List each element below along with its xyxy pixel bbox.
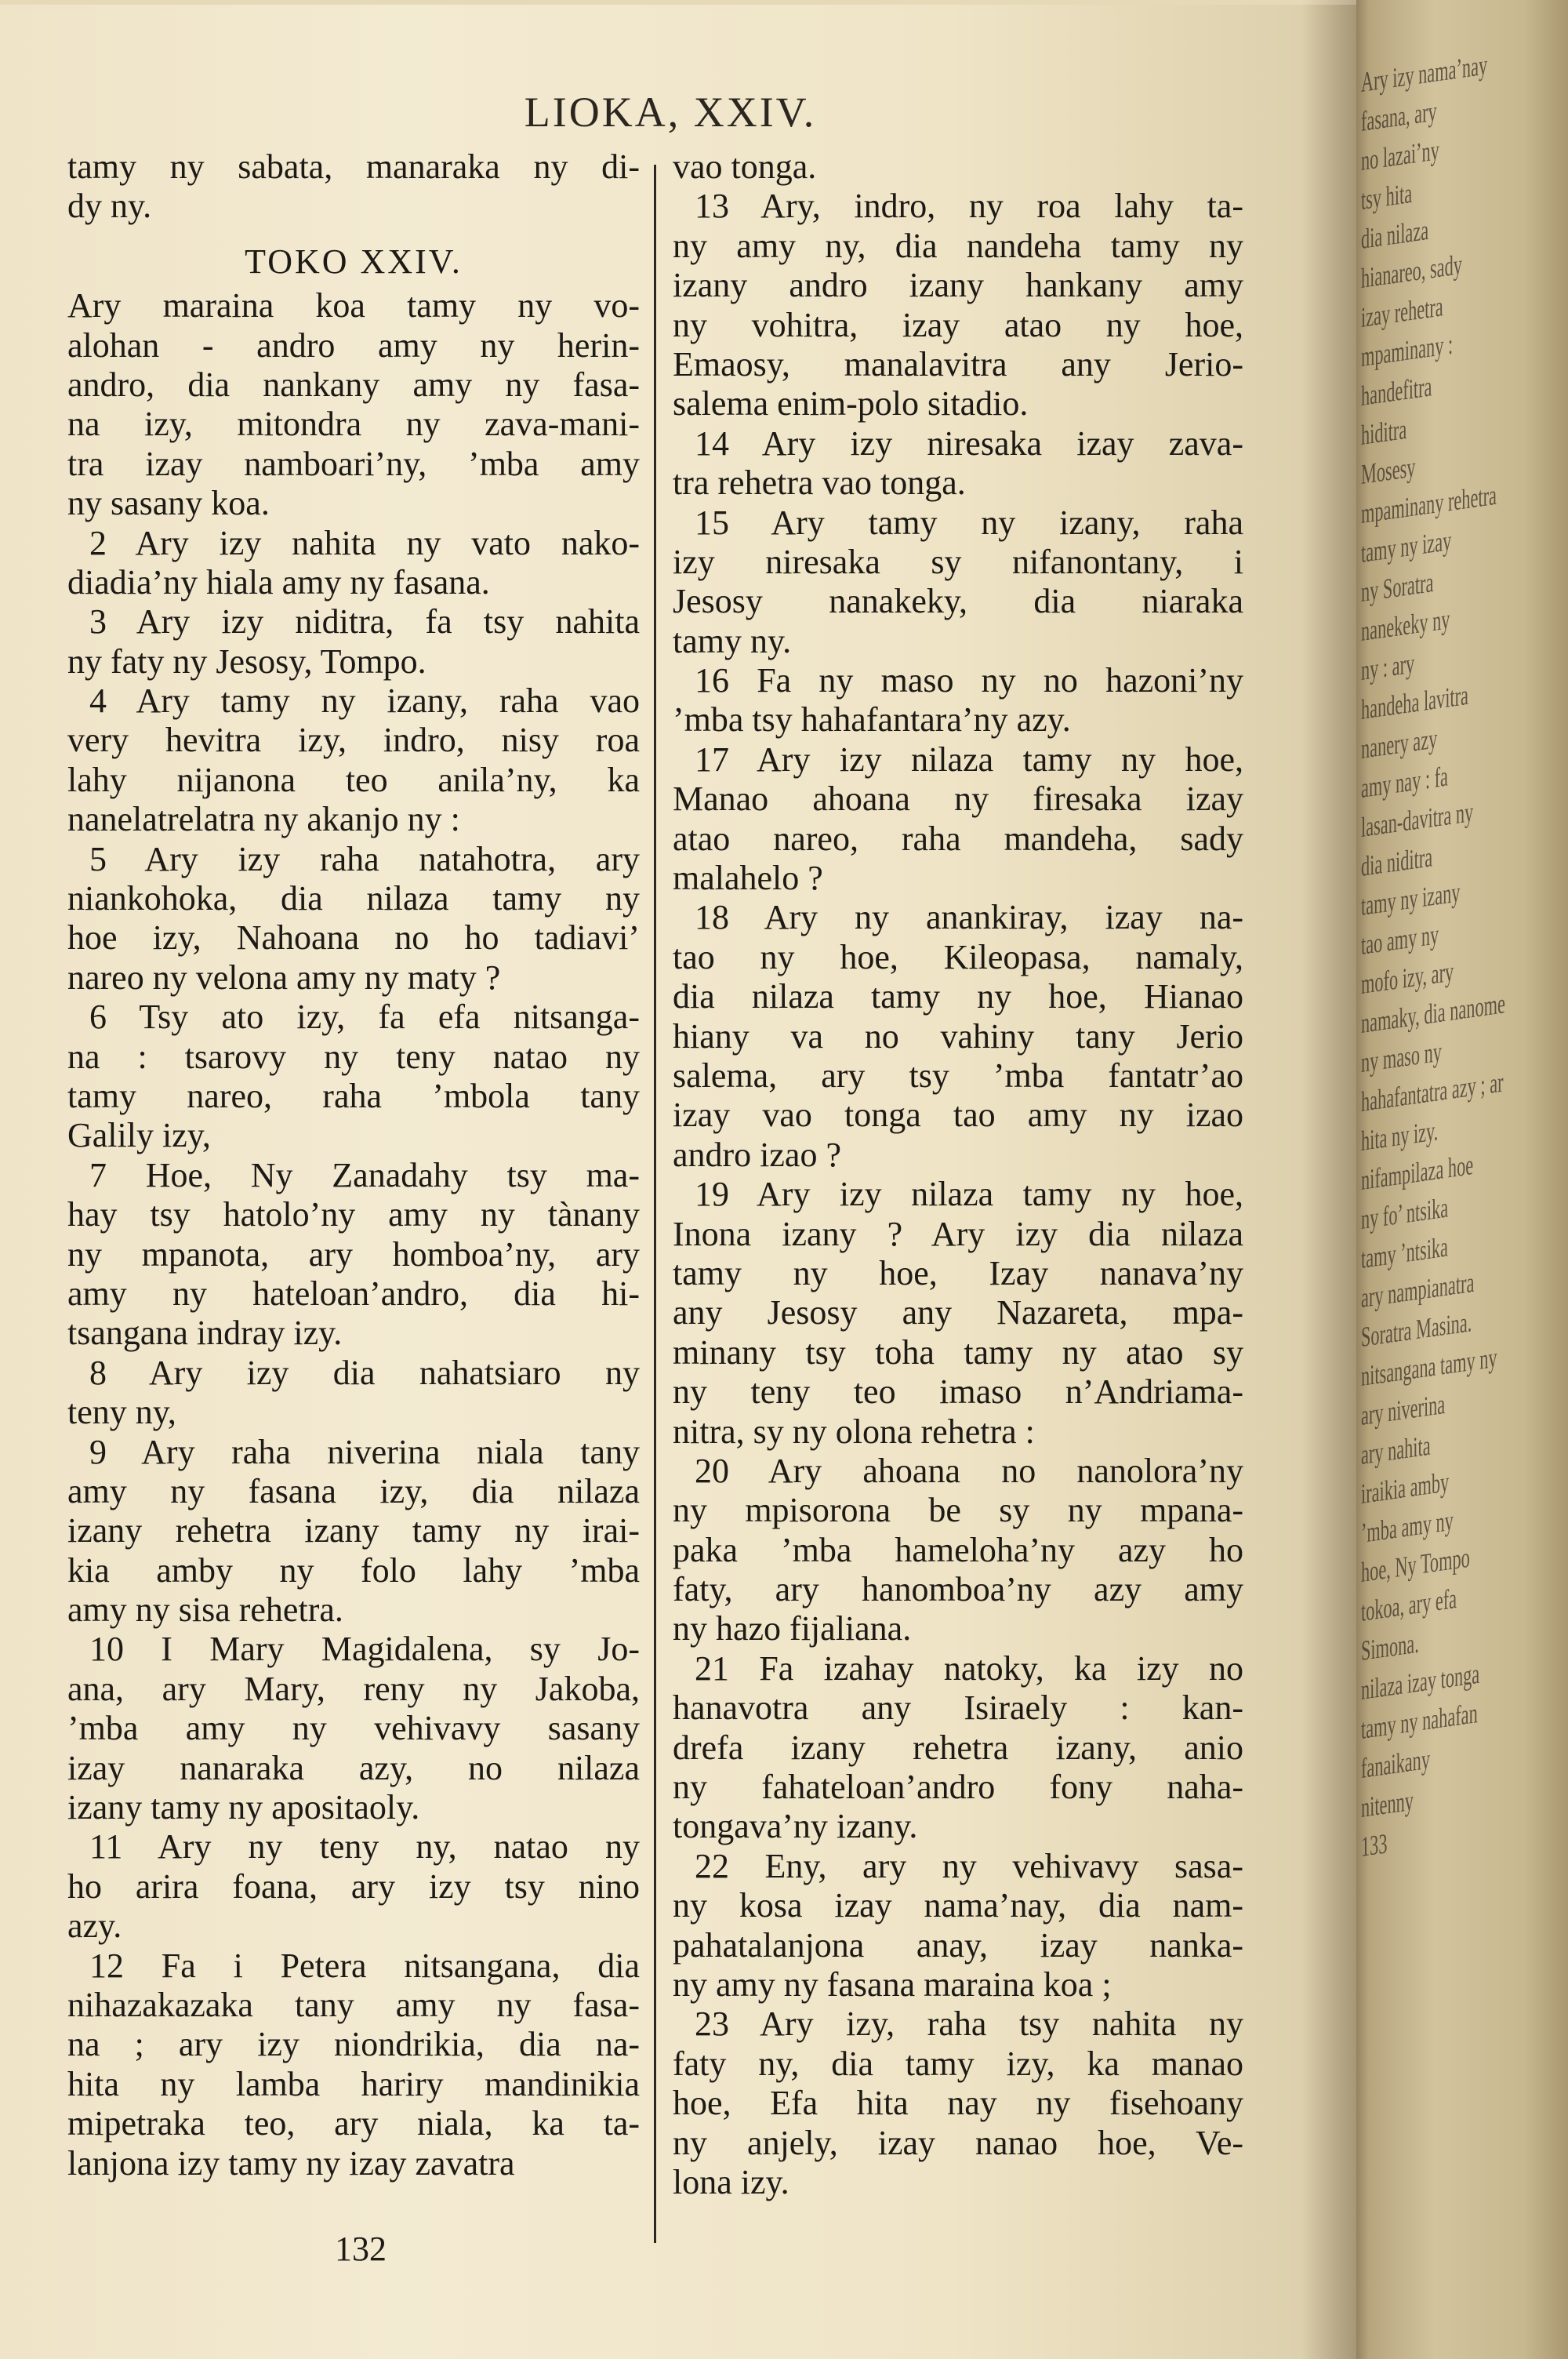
text-line: 12 Fa i Petera nitsangana, dia <box>89 1946 640 1985</box>
text-line: kia amby ny folo lahy ’mba <box>67 1550 640 1590</box>
next-page-line: iraikia amby <box>1361 1466 1450 1510</box>
text-line: tamy ny hoe, Izay nanava’ny <box>673 1253 1243 1292</box>
text-line: Galily izy, <box>67 1116 211 1155</box>
text-line: mipetraka teo, ary niala, ka ta- <box>67 2104 640 2143</box>
next-page <box>1347 0 1568 2359</box>
text-line: pahatalanjona anay, izay nanka- <box>673 1925 1243 1965</box>
running-head: LIOKA, XXIV. <box>524 89 817 136</box>
text-line: niankohoka, dia nilaza tamy ny <box>67 879 640 918</box>
page-edge <box>0 0 1356 5</box>
text-line: tamy ny sabata, manaraka ny di- <box>67 147 640 186</box>
text-line: 3 Ary izy niditra, fa tsy nahita <box>89 602 640 642</box>
text-line: ho arira foana, ary izy tsy nino <box>67 1866 640 1906</box>
text-line: hay tsy hatolo’ny amy ny tànany <box>67 1195 640 1234</box>
next-page-line: lasan-davitra ny <box>1361 795 1474 843</box>
text-line: dy ny. <box>67 187 152 226</box>
text-line: andro, dia nankany amy ny fasa- <box>67 365 640 404</box>
text-line: salema, ary tsy ’mba fantatr’ao <box>673 1056 1243 1095</box>
next-page-line: tamy ny izany <box>1361 876 1461 921</box>
text-line: na izy, mitondra ny zava-mani- <box>67 405 640 444</box>
text-line: hanavotra any Isiraely : kan- <box>673 1688 1243 1728</box>
next-page-line: dia nilaza <box>1361 213 1429 255</box>
next-page-line: ary nahita <box>1361 1429 1431 1470</box>
text-line: malahelo ? <box>673 859 823 898</box>
text-line: 6 Tsy ato izy, fa efa nitsanga- <box>89 998 640 1037</box>
text-line: 11 Ary ny teny ny, natao ny <box>89 1827 640 1866</box>
text-line: na ; ary izy niondrikia, dia na- <box>67 2025 640 2064</box>
text-line: 9 Ary raha niverina niala tany <box>89 1432 640 1471</box>
text-line: tongava’ny izany. <box>673 1807 918 1846</box>
text-line: hiany va no vahiny tany Jerio <box>673 1016 1243 1056</box>
text-line: izy niresaka sy nifanontany, i <box>673 542 1243 581</box>
text-line: Manao ahoana ny firesaka izay <box>673 780 1243 819</box>
text-line: izany rehetra izany tamy ny irai- <box>67 1511 640 1550</box>
left-column <box>67 147 640 2183</box>
text-line: paka ’mba hameloha’ny azy ho <box>673 1530 1243 1569</box>
next-page-line: nitenny <box>1361 1784 1414 1823</box>
text-line: 13 Ary, indro, ny roa lahy ta- <box>695 187 1243 226</box>
next-page-line: tamy ny nahafan <box>1361 1697 1478 1745</box>
next-page-line: ny fo’ ntsika <box>1361 1191 1449 1235</box>
text-line: 5 Ary izy raha natahotra, ary <box>89 839 640 878</box>
text-line: tra izay namboari’ny, ’mba amy <box>67 444 640 483</box>
text-line: faty ny, dia tamy izy, ka manao <box>673 2044 1243 2083</box>
next-page-line: tokoa, ary efa <box>1361 1582 1457 1627</box>
text-line: amy ny hateloan’andro, dia hi- <box>67 1274 640 1313</box>
text-line: tsangana indray izy. <box>67 1314 343 1353</box>
next-page-line: ny : ary <box>1361 647 1415 686</box>
next-page-line: tsy hita <box>1361 176 1413 216</box>
next-page-line: handeha lavitra <box>1361 678 1468 725</box>
next-page-line: Soratra Masina. <box>1361 1306 1472 1353</box>
next-page-line: namaky, dia nanome <box>1361 987 1505 1039</box>
text-line: ny amy ny fasana maraina koa ; <box>673 1965 1112 2004</box>
text-line: ny fahateloan’andro fony naha- <box>673 1768 1243 1807</box>
text-line: ny faty ny Jesosy, Tompo. <box>67 642 426 681</box>
next-page-line: izay rehetra <box>1361 290 1443 333</box>
text-line: salema enim-polo sitadio. <box>673 384 1029 423</box>
text-line: Inona izany ? Ary izy dia nilaza <box>673 1214 1243 1253</box>
text-line: nihazakazaka tany amy ny fasa- <box>67 1985 640 2024</box>
text-line: alohan - andro amy ny herin- <box>67 325 640 365</box>
text-line: 14 Ary izy niresaka izay zava- <box>695 423 1243 463</box>
text-line: dia nilaza tamy ny hoe, Hianao <box>673 977 1243 1016</box>
text-line: 20 Ary ahoana no nanolora’ny <box>695 1451 1243 1490</box>
text-line: andro izao ? <box>673 1135 841 1174</box>
next-page-line: Mosesy <box>1361 451 1416 490</box>
text-line: izany tamy ny apositaoly. <box>67 1788 420 1827</box>
next-page-line: amy nay : fa <box>1361 760 1448 804</box>
text-line: vao tonga. <box>673 147 817 186</box>
next-page-line: dia niditra <box>1361 841 1433 882</box>
text-line: 21 Fa izahay natoky, ka izy no <box>695 1648 1243 1688</box>
next-page-line: tao amy ny <box>1361 918 1439 961</box>
text-line: hoe, Efa hita nay ny fisehoany <box>673 2084 1243 2123</box>
next-page-line: ary niverina <box>1361 1387 1446 1431</box>
text-line: amy ny sisa rehetra. <box>67 1590 343 1630</box>
text-line: 4 Ary tamy ny izany, raha vao <box>89 682 640 721</box>
text-line: Jesosy nanakeky, dia niaraka <box>673 582 1243 621</box>
text-line: ny teny teo imaso n’Andriama- <box>673 1372 1243 1412</box>
text-line: izay nanaraka azy, no nilaza <box>67 1748 640 1787</box>
next-page-line: mofo izy, ary <box>1361 955 1454 1000</box>
next-page-line: mpaminany : <box>1361 328 1454 373</box>
next-page-line: nanekeky ny <box>1361 603 1450 647</box>
next-page-line: Ary izy nama’nay <box>1361 49 1488 98</box>
next-page-line: 133 <box>1361 1827 1388 1863</box>
text-line: ’mba tsy hahafantara’ny azy. <box>673 700 1071 740</box>
next-page-line: fasana, ary <box>1361 95 1437 137</box>
next-page-line: nanery azy <box>1361 722 1438 765</box>
text-line: 15 Ary tamy ny izany, raha <box>695 503 1243 542</box>
next-page-line: ary nampianatra <box>1361 1266 1475 1314</box>
text-line: ny kosa izay nama’nay, dia nam- <box>673 1886 1243 1925</box>
text-line: 19 Ary izy nilaza tamy ny hoe, <box>695 1175 1243 1214</box>
text-line: ny mpisorona be sy ny mpana- <box>673 1491 1243 1530</box>
next-page-line: hoe, Ny Tompo <box>1361 1541 1470 1588</box>
text-line: minany tsy toha tamy ny atao sy <box>673 1332 1243 1372</box>
text-line: ny vohitra, izay atao ny hoe, <box>673 305 1243 344</box>
text-line: 23 Ary izy, raha tsy nahita ny <box>695 2005 1243 2044</box>
text-line: lahy nijanona teo anila’ny, ka <box>67 760 640 799</box>
text-line: ny hazo fijaliana. <box>673 1609 912 1648</box>
text-line: 7 Hoe, Ny Zanadahy tsy ma- <box>89 1155 640 1194</box>
next-page-line: hiditra <box>1361 413 1407 451</box>
next-page-line: hianareo, sady <box>1361 248 1462 294</box>
text-line: ny anjely, izay nanao hoe, Ve- <box>673 2123 1243 2162</box>
text-line: 17 Ary izy nilaza tamy ny hoe, <box>695 740 1243 779</box>
next-page-line: hita ny izy. <box>1361 1114 1439 1157</box>
gutter-shadow <box>1301 0 1356 2359</box>
text-line: amy ny fasana izy, dia nilaza <box>67 1471 640 1510</box>
text-line: ny mpanota, ary homboa’ny, ary <box>67 1234 640 1274</box>
next-page-line: nitsangana tamy ny <box>1361 1341 1497 1392</box>
next-page-line: fanaikany <box>1361 1743 1431 1784</box>
text-line: ’mba amy ny vehivavy sasany <box>67 1709 640 1748</box>
next-page-line: mpaminany rehetra <box>1361 478 1497 529</box>
text-line: tra rehetra vao tonga. <box>673 463 966 503</box>
text-line: ny sasany koa. <box>67 484 270 523</box>
text-line: 8 Ary izy dia nahatsiaro ny <box>89 1353 640 1392</box>
text-line: nareo ny velona amy ny maty ? <box>67 958 501 997</box>
text-line: drefa izany rehetra izany, anio <box>673 1728 1243 1767</box>
text-line: 2 Ary izy nahita ny vato nako- <box>89 523 640 562</box>
next-page-line: handefitra <box>1361 370 1432 412</box>
next-page-line: nilaza izay tonga <box>1361 1657 1480 1706</box>
text-line: any Jesosy any Nazareta, mpa- <box>673 1293 1243 1332</box>
text-line: diadia’ny hiala amy ny fasana. <box>67 562 490 602</box>
right-column <box>673 147 1243 2202</box>
next-page-line: nifampilaza hoe <box>1361 1148 1474 1196</box>
text-line: lanjona izy tamy ny izay zavatra <box>67 2143 515 2183</box>
text-line: hita ny lamba hariry mandinikia <box>67 2064 640 2103</box>
text-line: very hevitra izy, indro, nisy roa <box>67 721 640 760</box>
text-line: 16 Fa ny maso ny no hazoni’ny <box>695 661 1243 700</box>
text-line: atao nareo, raha mandeha, sady <box>673 819 1243 858</box>
text-line: Ary maraina koa tamy ny vo- <box>67 286 640 325</box>
next-page-line: hahafantatra azy ; ar <box>1361 1066 1504 1118</box>
text-line: ana, ary Mary, reny ny Jakoba, <box>67 1669 640 1708</box>
column-rule <box>654 165 656 2243</box>
chapter-heading: TOKO XXIV. <box>245 242 463 281</box>
text-line: hoe izy, Nahoana no ho tadiavi’ <box>67 918 640 958</box>
text-line: 22 Eny, ary ny vehivavy sasa- <box>695 1846 1243 1885</box>
page-number: 132 <box>335 2230 387 2268</box>
text-line: nanelatrelatra ny akanjo ny : <box>67 800 460 839</box>
text-line: faty, ary hanomboa’ny azy amy <box>673 1570 1243 1609</box>
text-line: na : tsarovy ny teny natao ny <box>67 1037 640 1076</box>
next-page-line: ny Soratra <box>1361 566 1434 608</box>
text-line: 10 I Mary Magidalena, sy Jo- <box>89 1630 640 1669</box>
text-line: teny ny, <box>67 1393 176 1432</box>
text-line: izany andro izany hankany amy <box>673 266 1243 305</box>
next-page-line: Simona. <box>1361 1627 1419 1667</box>
text-line: tamy nareo, raha ’mbola tany <box>67 1076 640 1115</box>
text-line: tamy ny. <box>673 621 792 660</box>
text-line: 18 Ary ny anankiray, izay na- <box>695 898 1243 937</box>
next-page-line: tamy ’ntsika <box>1361 1230 1448 1274</box>
text-line: Emaosy, manalavitra any Jerio- <box>673 344 1243 383</box>
text-line: izay vao tonga tao amy ny izao <box>673 1096 1243 1135</box>
text-line: azy. <box>67 1906 122 1946</box>
next-page-line: ny maso ny <box>1361 1035 1442 1078</box>
text-line: ny amy ny, dia nandeha tamy ny <box>673 226 1243 265</box>
text-line: lona izy. <box>673 2162 789 2201</box>
next-page-line: no lazai’ny <box>1361 133 1439 176</box>
text-line: tao ny hoe, Kileopasa, namaly, <box>673 937 1243 976</box>
next-page-line: tamy ny izay <box>1361 524 1452 569</box>
text-line: nitra, sy ny olona rehetra : <box>673 1412 1035 1451</box>
next-page-line: ’mba amy ny <box>1361 1504 1454 1549</box>
next-page-text <box>1361 45 1505 1866</box>
